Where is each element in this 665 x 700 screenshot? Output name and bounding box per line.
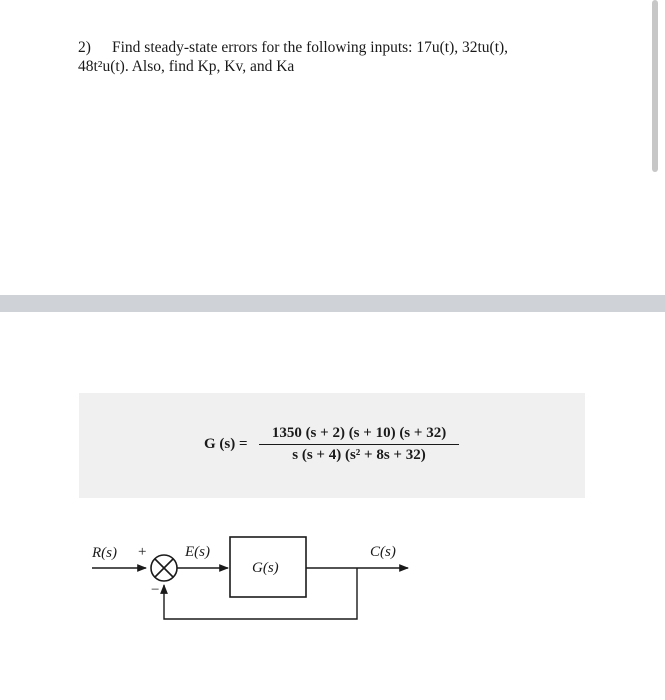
minus-sign: −	[151, 582, 160, 598]
question-number: 2)	[78, 39, 91, 56]
output-label: C(s)	[370, 544, 396, 560]
question-line-1	[78, 38, 598, 57]
error-label: E(s)	[185, 544, 210, 560]
formula-lhs: G (s) =	[204, 436, 248, 452]
input-label: R(s)	[92, 545, 117, 561]
scrollbar-thumb[interactable]	[652, 0, 658, 172]
question-line-2: 48t²u(t). Also, find Kp, Kv, and Ka	[78, 58, 295, 75]
question-line-1-text: Find steady-state errors for the following inputs: 17u(t), 32tu(t),	[112, 39, 509, 56]
formula-fraction	[259, 425, 459, 464]
question-text	[78, 38, 598, 76]
formula-numerator: 1350 (s + 2) (s + 10) (s + 32)	[271, 425, 447, 441]
transfer-function-box	[79, 393, 585, 498]
section-separator	[0, 295, 665, 312]
summing-junction	[151, 555, 177, 581]
formula-denominator: s (s + 4) (s² + 8s + 32)	[292, 447, 426, 463]
block-diagram	[0, 520, 665, 640]
plus-sign: +	[138, 544, 147, 560]
plant-block-label: G(s)	[252, 560, 279, 576]
